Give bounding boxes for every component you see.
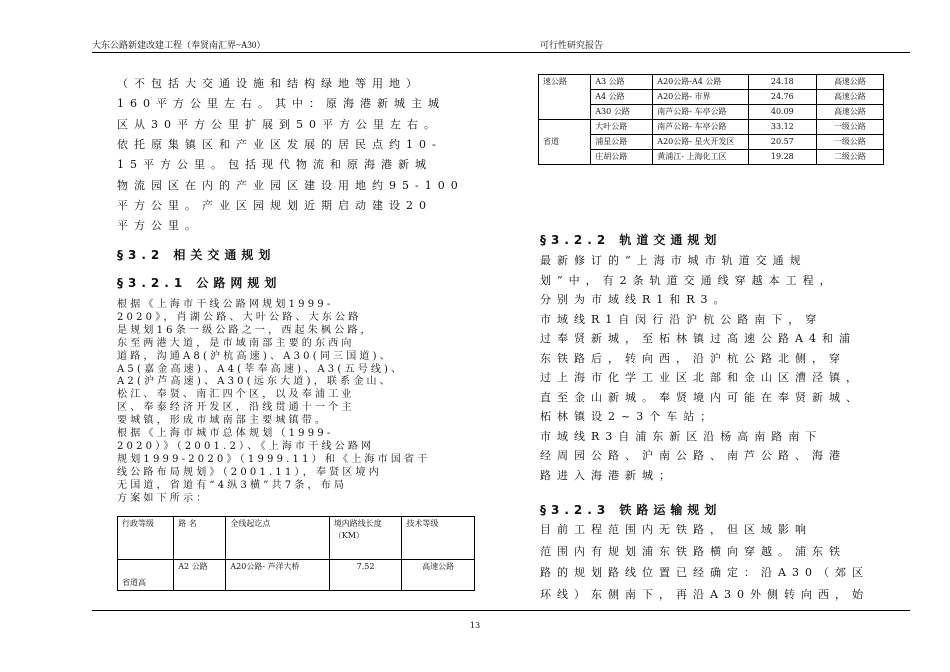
text-line: 是规划16条一级公路之一，西起朱枫公路， [117, 324, 374, 336]
cell-grade: 速公路 [539, 75, 591, 120]
col-header-grade: 行政等级 [118, 517, 174, 560]
text-line: 要城镇，形成市域南部主要城镇带。 [117, 415, 329, 427]
cell-span: A20公路- 芦洋大桥 [226, 560, 329, 591]
text-line: 平方公里。产业区园规划近期启动建设20 [117, 198, 432, 212]
text-line: 道路，沟通A8(沪杭高速)、A30(同三国道)、 [117, 350, 393, 362]
cell-length: 20.57 [748, 135, 816, 150]
cell-length: 33.12 [748, 120, 816, 135]
provincial-roads-table-part2 [538, 74, 884, 165]
col-header-tech: 技术等级 [402, 517, 475, 560]
cell-tech: 二级公路 [816, 150, 883, 165]
cell-length: 7.52 [329, 560, 402, 591]
text-line: 2020》，肖湖公路、大叶公路、大东公路 [117, 311, 362, 323]
text-line: 市域线R1自闵行沿沪杭公路南下，穿 [540, 312, 823, 326]
cell-name: A30 公路 [591, 105, 653, 120]
header-left: 大东公路新建改建工程（奉贤南汇界~A30） [92, 40, 266, 50]
col-header-name: 路 名 [174, 517, 226, 560]
cell-length: 24.18 [748, 75, 816, 90]
text-line: 市域线R3自浦东新区沿杨高南路南下 [540, 429, 823, 443]
cell-tech: 一级公路 [816, 120, 883, 135]
section-heading-3-2-2: §3.2.2 轨道交通规划 [540, 233, 722, 247]
cell-tech: 高速公路 [402, 560, 475, 591]
text-line: 划”中，有2条轨道交通线穿越本工程， [540, 273, 837, 287]
cell-span: A20公路- 星火开发区 [653, 135, 748, 150]
header-right: 可行性研究报告 [540, 40, 604, 50]
cell-tech: 高速公路 [816, 90, 883, 105]
text-line: 东至两港大道，是市域南部主要的东西向 [117, 337, 355, 349]
table-row [539, 135, 884, 150]
cell-grade: 省道 [539, 120, 591, 165]
text-line: 范围内有规划浦东铁路横向穿越。浦东铁 [540, 544, 846, 558]
cell-tech: 高速公路 [816, 75, 883, 90]
cell-name: 庄胡公路 [591, 150, 653, 165]
text-line: 160平方公里左右。其中：原海港新城主城 [117, 97, 445, 111]
text-line: 物流园区在内的产业园区建设用地约95-100 [117, 178, 464, 192]
table-row [539, 120, 884, 135]
text-line: A5(嘉金高速)、A4(莘奉高速)、A3(五号线)、 [117, 363, 405, 375]
cell-span: 南芦公路- 车亭公路 [653, 120, 748, 135]
cell-name: A2 公路 [174, 560, 226, 591]
text-line: 依托原集镇区和产业区发展的居民点约10- [117, 137, 442, 151]
table-row [539, 150, 884, 165]
text-line: 最新修订的“上海市城市轨道交通规 [540, 254, 807, 267]
page-number: 13 [469, 621, 481, 630]
text-line: （不包括大交通设施和结构绿地等用地） [117, 77, 423, 90]
cell-length: 40.09 [748, 105, 816, 120]
cell-span: 南芦公路- 车亭公路 [653, 105, 748, 120]
text-line: 路进入海港新城； [540, 468, 676, 482]
cell-span: A20公路- 市界 [653, 90, 748, 105]
cell-name: A4 公路 [591, 90, 653, 105]
cell-name: A3 公路 [591, 75, 653, 90]
text-line: 平方公里。 [117, 219, 202, 233]
text-line: 规划1999-2020》（1999.11）和《上海市国省干 [117, 453, 431, 465]
text-line: 过上海市化学工业区北部和金山区漕泾镇， [540, 371, 863, 384]
text-line: 目前工程范围内无铁路，但区域影响 [540, 523, 812, 536]
text-line: 线公路布局规划》（2001.11），奉贤区境内 [117, 466, 382, 478]
text-line: 路的规划路线位置已经确定：沿A30（郊区 [540, 566, 869, 579]
cell-span: A20公路-A4 公路 [653, 75, 748, 90]
text-line: 过奉贤新城，至柘林镇过高速公路A4和浦 [540, 332, 856, 345]
text-line: 经周园公路、沪南公路、南芦公路、海港 [540, 449, 846, 462]
text-line: 无国道，省道有“4纵3横”共7条，布局 [117, 479, 348, 491]
provincial-roads-table-part1 [117, 516, 475, 591]
cell-name: 浦星公路 [591, 135, 653, 150]
table-row [118, 560, 475, 591]
cell-length: 24.76 [748, 90, 816, 105]
cell-name: 大叶公路 [591, 120, 653, 135]
text-line: 根据《上海市干线公路网规划1999- [117, 299, 334, 310]
cell-grade: 省道高 [118, 560, 174, 591]
text-line: 东铁路后，转向西，沿沪杭公路北侧，穿 [540, 351, 846, 365]
section-heading-3-2-3: §3.2.3 铁路运输规划 [540, 503, 722, 517]
table-row [539, 75, 884, 90]
text-line: 区从30平方公里扩展到50平方公里左右。 [117, 117, 441, 131]
table-row [539, 105, 884, 120]
text-line: 区、奉泰经济开发区，沿线贯通十一个主 [117, 402, 355, 414]
section-heading-3-2: §3.2 相关交通规划 [117, 248, 276, 262]
footer-rule [92, 610, 910, 611]
cell-tech: 高速公路 [816, 105, 883, 120]
text-line: 2020）》（2001.2）、《上海市干线公路网 [117, 440, 375, 452]
col-header-length: 境内路线长度（KM） [329, 517, 402, 560]
text-line: 方案如下所示： [117, 492, 210, 504]
col-header-span: 全线起讫点 [226, 517, 329, 560]
text-line: 分别为市域线R1和R3。 [540, 293, 731, 306]
text-line: 松江、奉贤、南汇四个区，以及奉浦工业 [117, 389, 355, 401]
text-line: 柘林镇设2~3个车站； [540, 410, 718, 423]
table-row [539, 90, 884, 105]
text-line: A2(沪芦高速)、A30(远东大道)，联系金山、 [117, 376, 393, 388]
cell-tech: 一级公路 [816, 135, 883, 150]
text-line: 直至金山新城。奉贤境内可能在奉贤新城、 [540, 390, 863, 404]
text-line: 根据《上海市城市总体规划（1999- [117, 428, 334, 439]
cell-length: 19.28 [748, 150, 816, 165]
text-line: 15平方公里。包括现代物流和原海港新城 [117, 158, 432, 172]
cell-span: 黄浦江- 上海化工区 [653, 150, 748, 165]
header-rule [92, 52, 910, 53]
section-heading-3-2-1: §3.2.1 公路网规划 [117, 276, 282, 290]
text-line: 环线）东侧南下，再沿A30外侧转向西，始 [540, 587, 869, 601]
